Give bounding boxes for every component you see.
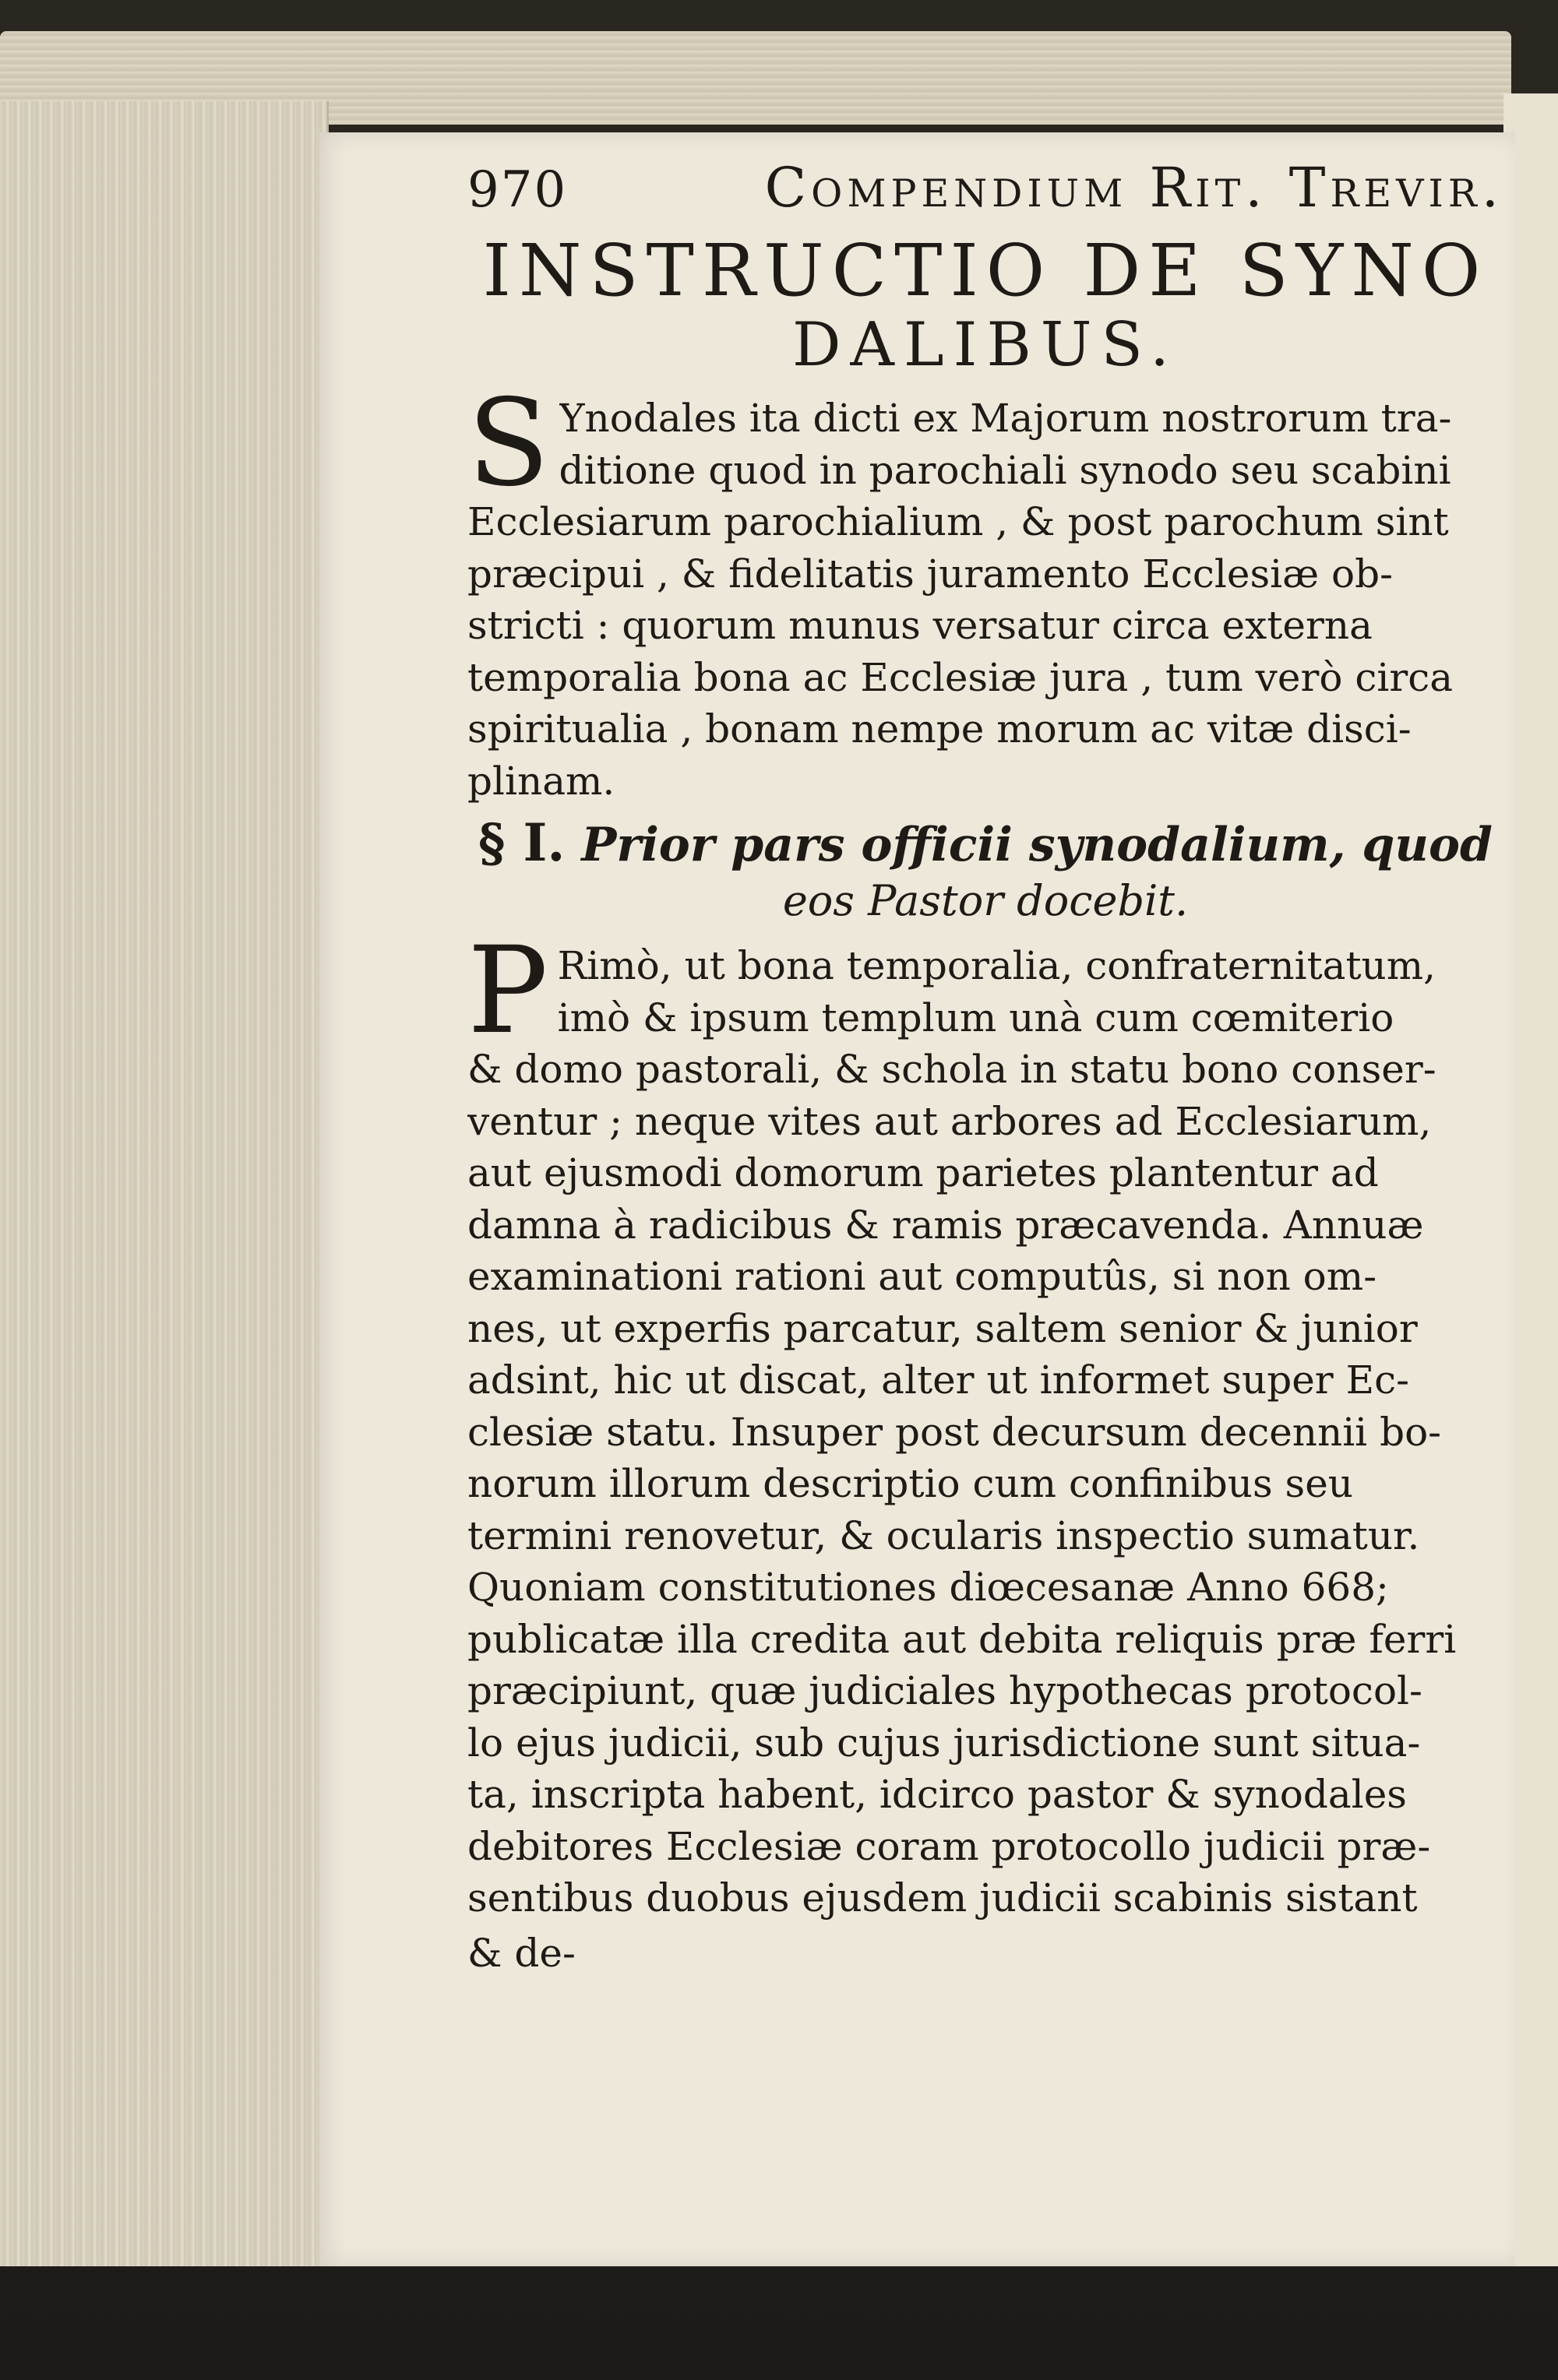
body-line: & domo pastorali, & schola in statu bono conser- [467,1047,1436,1092]
intro-line: Ecclesiarum parochialium , & post parochum sint [467,499,1449,544]
section-sign: § I. [478,812,566,873]
intro-line: stricti : quorum munus versatur circa externa [467,603,1373,648]
body-line: ventur ; neque vites aut arbores ad Ecclesiarum, [467,1098,1432,1144]
body-line: Quoniam constitutiones diœcesanæ Anno 668; [467,1565,1389,1610]
body-line: sentibus duobus ejusdem judicii scabinis sistant [467,1875,1418,1921]
section-title-line2: eos Pastor docebit. [782,876,1189,925]
running-title: Compendium Rit. Trevir. [764,156,1503,220]
body-line: ta, inscripta habent, idcirco pastor & synodales [467,1772,1407,1817]
body-line: Rimò, ut bona temporalia, confraternitatum, [557,943,1436,988]
intro-paragraph [467,374,1503,807]
body-line: norum illorum descriptio cum confinibus seu [467,1461,1354,1506]
body-line: debitores Ecclesiæ coram protocollo judicii præ- [467,1823,1431,1869]
section-title-line1: Prior pars officii synodalium, quod [581,818,1493,872]
intro-line: spiritualia , bonam nempe morum ac vitæ disci- [467,706,1412,752]
intro-line: præcipui , & fidelitatis juramento Ecclesiæ ob- [467,551,1393,597]
body-line: lo ejus judicii, sub cujus jurisdictione sunt situa- [467,1720,1421,1766]
chapter-heading-line2: DALIBUS. [792,310,1179,380]
dropcap-s: S [467,374,550,513]
body-paragraph [467,921,1503,1979]
body-line: imò & ipsum templum unà cum cœmiterio [557,995,1394,1040]
intro-line: Ynodales ita dicti ex Majorum nostrorum tra- [559,396,1452,441]
chapter-heading-line1: INSTRUCTIO DE SYNO [482,229,1489,312]
body-line: adsint, hic ut discat, alter ut informet super Ec- [467,1357,1409,1403]
left-page-edges [0,101,329,2266]
running-head [467,156,1503,220]
body-line: publicatæ illa credita aut debita reliquis præ ferri [467,1616,1457,1662]
page-number: 970 [467,161,568,219]
body-line: clesiæ statu. Insuper post decursum decennii bo- [467,1409,1442,1455]
section-heading [467,812,1503,929]
page-text [467,156,1503,1979]
intro-line: ditione quod in parochiali synodo seu scabini [559,447,1451,493]
intro-line: plinam. [467,758,615,804]
dropcap-p: P [467,921,548,1061]
intro-line: temporalia bona ac Ecclesiæ jura , tum verò circa [467,654,1454,700]
body-line: termini renovetur, & ocularis inspectio sumatur. [467,1512,1420,1558]
body-line: damna à radicibus & ramis præcavenda. Annuæ [467,1202,1424,1248]
body-line: aut ejusmodi domorum parietes plantentur ad [467,1150,1379,1195]
body-line: nes, ut experfis parcatur, saltem senior & junior [467,1305,1418,1351]
body-line: examinationi rationi aut computûs, si non om- [467,1254,1377,1299]
body-line: præcipiunt, quæ judiciales hypothecas protocol- [467,1668,1422,1713]
catchword: & de- [467,1930,576,1976]
